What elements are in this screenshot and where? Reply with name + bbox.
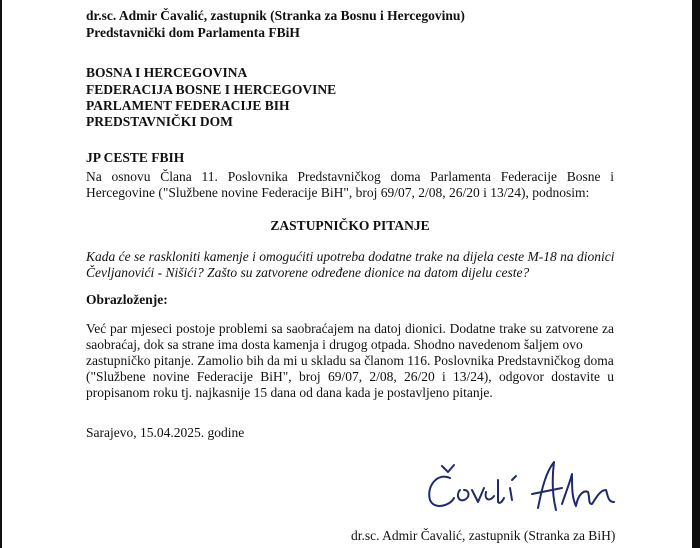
chamber-line: Predstavnički dom Parlamenta FBiH	[86, 25, 300, 40]
page-edge-left	[0, 0, 2, 548]
rationale-line: zastupničko pitanje. Zamolio bih da mi u skladu sa članom 116. Poslovnika Predstavničkog doma	[86, 353, 614, 368]
rationale-line: saobraćaj, dok sa strane ima dosta kamenja i drugog otpada. Shodno navedenom šaljem ovo	[86, 337, 583, 352]
intro-line: Hercegovine ("Službene novine Federacije BiH", broj 69/07, 2/08, 26/20 i 13/24), podnosim:	[86, 185, 590, 200]
rationale-heading: Obrazloženje:	[86, 292, 168, 307]
rationale-line: propisanom roku tj. najkasnije 15 dana od dana kada je postavljeno pitanje.	[86, 385, 493, 400]
page-edge-right	[692, 0, 700, 548]
question-line: Kada će se raskloniti kamenje i omogućiti upotreba dodatne trake na dijela ceste M-18 na dionici	[86, 249, 615, 264]
recipient-line: PREDSTAVNIČKI DOM	[86, 114, 233, 129]
handwritten-signature	[420, 458, 620, 520]
recipient-line: PARLAMENT FEDERACIJE BIH	[86, 98, 290, 113]
addressee: JP CESTE FBIH	[86, 150, 185, 165]
recipient-line: BOSNA I HERCEGOVINA	[86, 65, 248, 80]
rationale-line: ("Službene novine Federacije BiH", broj 69/07, 2/08, 26/20 i 13/24), odgovor dostavite u	[86, 369, 614, 384]
recipient-line: FEDERACIJA BOSNE I HERCEGOVINE	[86, 82, 337, 97]
intro-line: Na osnovu Člana 11. Poslovnika Predstavničkog doma Parlamenta Federacije Bosne i	[86, 169, 614, 184]
question-title: ZASTUPNIČKO PITANJE	[270, 218, 430, 233]
signature-caption: dr.sc. Admir Čavalić, zastupnik (Stranka za BiH)	[351, 528, 616, 543]
question-line: Čevljanovići - Nišići? Zašto su zatvorene određene dionice na datom dijelu ceste?	[86, 265, 530, 280]
author-line: dr.sc. Admir Čavalić, zastupnik (Stranka za Bosnu i Hercegovinu)	[86, 8, 465, 23]
place-date: Sarajevo, 15.04.2025. godine	[86, 425, 245, 440]
rationale-line: Već par mjeseci postoje problemi sa saobraćajem na datoj dionici. Dodatne trake su zatvorene za	[86, 321, 614, 336]
